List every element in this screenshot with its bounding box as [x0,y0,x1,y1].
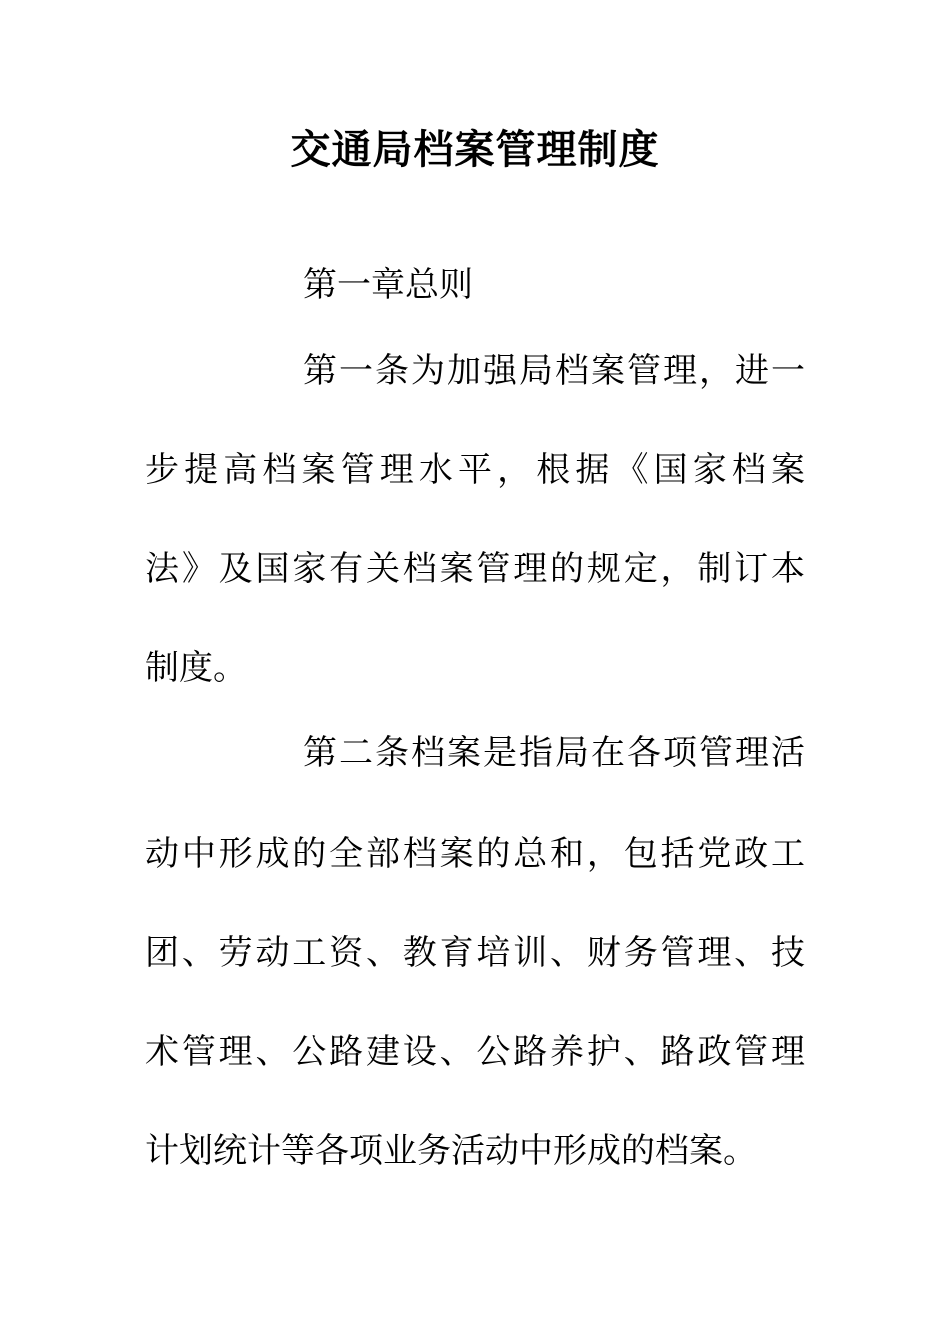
chapter-heading: 第一章总则 [303,265,473,305]
article-1-line-2: 步提高档案管理水平，根据《国家档案 [145,450,805,490]
article-2-line-2: 动中形成的全部档案的总和，包括党政工 [145,834,805,874]
article-2-line-4: 术管理、公路建设、公路养护、路政管理 [145,1032,805,1072]
article-2-line-1: 第二条档案是指局在各项管理活 [303,733,805,773]
document-title: 交通局档案管理制度 [290,127,660,173]
article-2-line-5: 计划统计等各项业务活动中形成的档案。 [145,1131,757,1171]
article-1-line-3: 法》及国家有关档案管理的规定，制订本 [145,549,805,589]
article-1-line-4: 制度。 [145,648,247,688]
article-1-line-1: 第一条为加强局档案管理，进一 [303,351,805,391]
article-2-line-3: 团、劳动工资、教育培训、财务管理、技 [145,933,805,973]
